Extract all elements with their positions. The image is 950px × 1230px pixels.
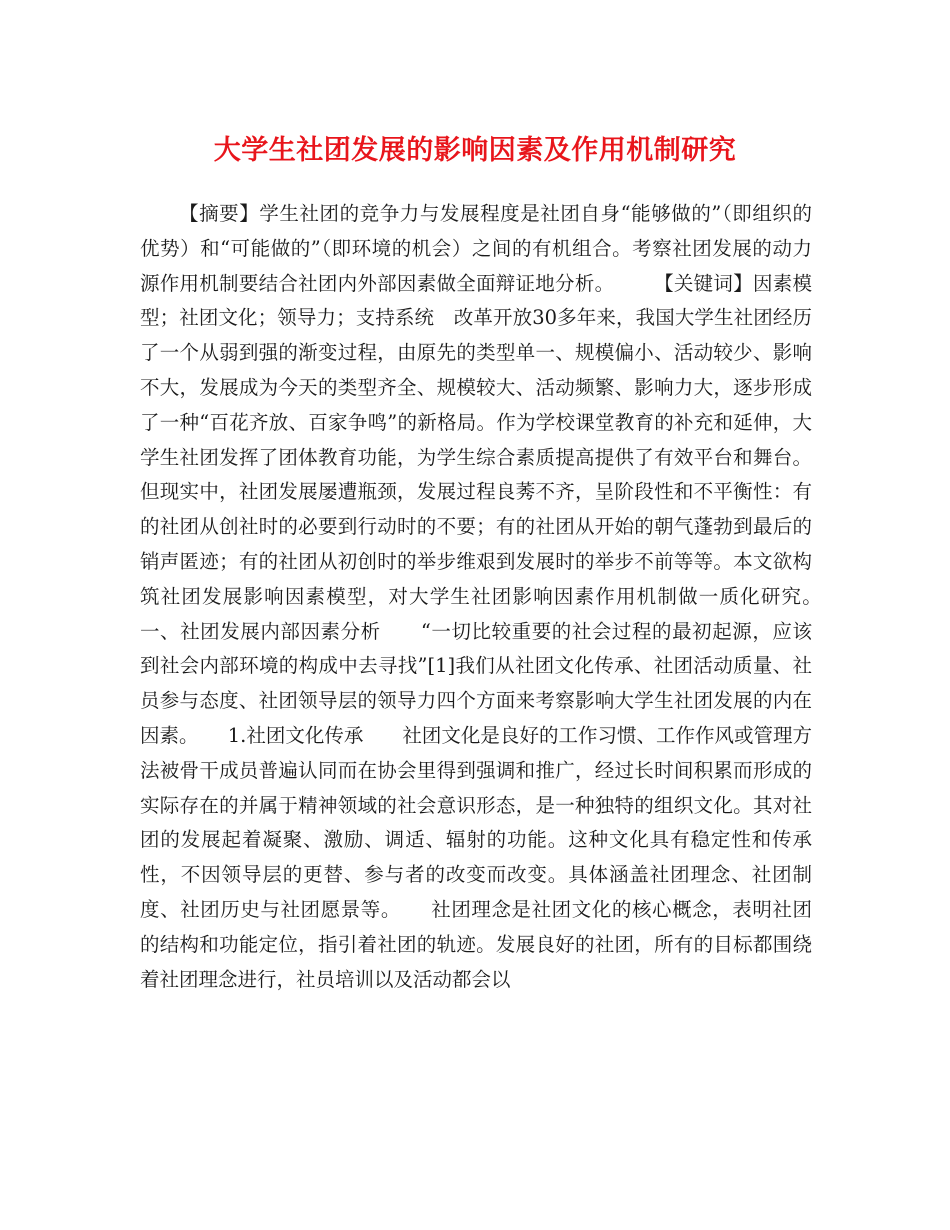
document-title: 大学生社团发展的影响因素及作用机制研究 (213, 135, 737, 166)
document-body-paragraph: 【摘要】学生社团的竞争力与发展程度是社团自身“能够做的”（即组织的优势）和“可能做的”（即环境的机会）之间的有机组合。考察社团发展的动力源作用机制要结合社团内外部因素做全面辩证地分析。 【关键词】因素模型；社团文化；领导力；支持系统 改革开放30多年来，我国大学生社团经历了一个从弱到强的渐变过程，由原先的类型单一、规模偏小、活动较少、影响不大，发展成为今天的类型齐全、规模较大、活动频繁、影响力大，逐步形成了一种“百花齐放、百家争鸣”的新格局。作为学校课堂教育的补充和延伸，大学生社团发挥了团体教育功能，为学生综合素质提高提供了有效平台和舞台。但现实中，社团发展屡遭瓶颈，发展过程良莠不齐，呈阶段性和不平衡性：有的社团从创社时的必要到行动时的不要；有的社团从开始的朝气蓬勃到最后的销声匿迹；有的社团从初创时的举步维艰到发展时的举步不前等等。本文欲构筑社团发展影响因素模型，对大学生社团影响因素作用机制做一质化研究。 一、社团发展内部因素分析 “一切比较重要的社会过程的最初起源，应该到社会内部环境的构成中去寻找”[1]我们从社团文化传承、社团活动质量、社员参与态度、社团领导层的领导力四个方面来考察影响大学生社团发展的内在因素。 1.社团文化传承 社团文化是良好的工作习惯、工作作风或管理方法被骨干成员普遍认同而在协会里得到强调和推广，经过长时间积累而形成的实际存在的并属于精神领域的社会意识形态，是一种独特的组织文化。其对社团的发展起着凝聚、激励、调适、辐射的功能。这种文化具有稳定性和传承性，不因领导层的更替、参与者的改变而改变。具体涵盖社团理念、社团制度、社团历史与社团愿景等。 社团理念是社团文化的核心概念，表明社团的结构和功能定位，指引着社团的轨迹。发展良好的社团，所有的目标都围绕着社团理念进行，社员培训以及活动都会以 (140, 202, 852, 991)
